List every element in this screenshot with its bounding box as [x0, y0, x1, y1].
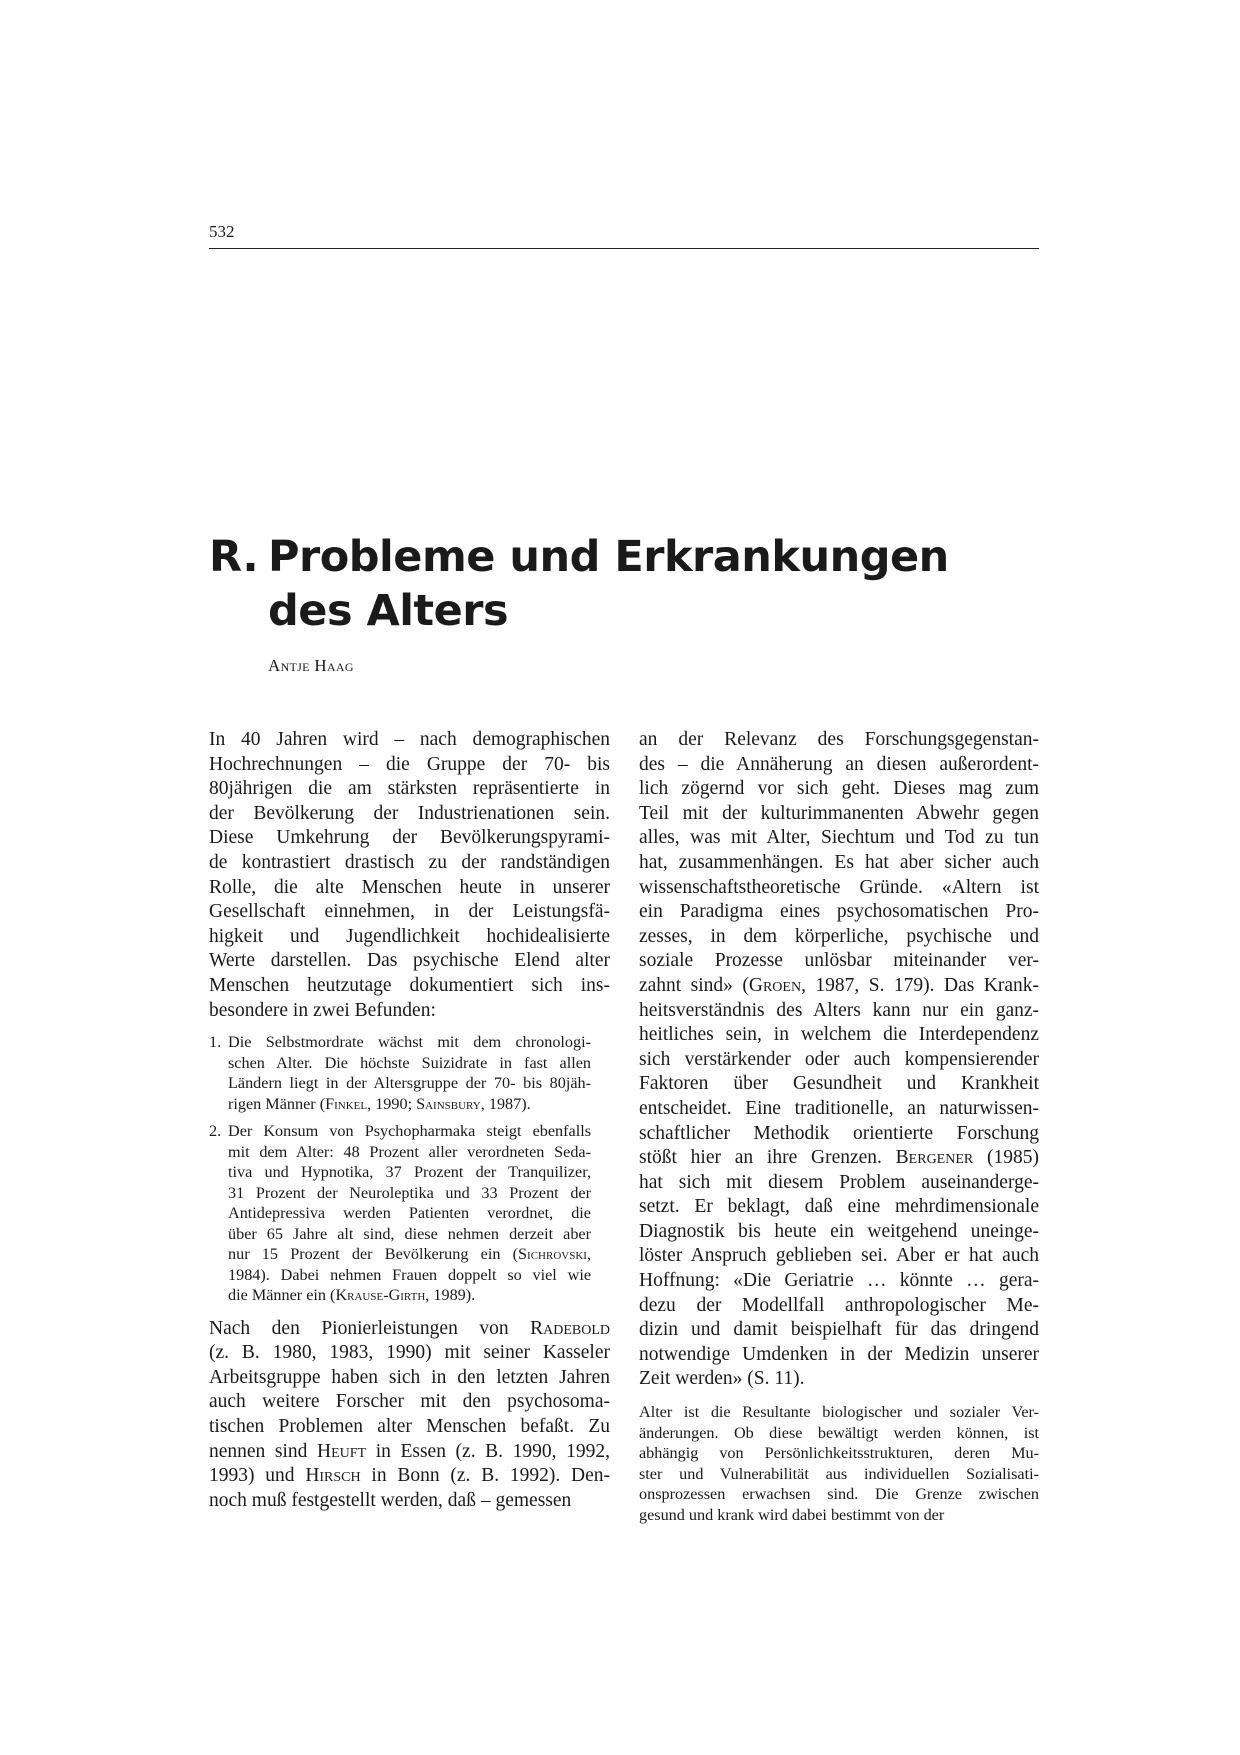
body-line: 1993) und Hirsch in Bonn (z. B. 1992). Den-	[209, 1465, 610, 1487]
body-line: Rolle, die alte Menschen heute in unserer	[209, 876, 610, 898]
finding-line: rigen Männer (Finkel, 1990; Sainsbury, 1987).	[228, 1094, 531, 1113]
body-line: In 40 Jahren wird – nach demographischen	[209, 729, 610, 750]
finding-line: 1984). Dabei nehmen Frauen doppelt so viel wie	[228, 1265, 591, 1284]
body-line: schaftlicher Methodik orientierte Forschung	[639, 1122, 1039, 1144]
body-line: stößt hier an ihre Grenzen. Bergener (1985)	[639, 1147, 1039, 1169]
chapter-author: Antje Haag	[268, 656, 354, 675]
body-line: de kontrastiert drastisch zu der randständigen	[209, 851, 610, 873]
finding-line: 31 Prozent der Neuroleptika und 33 Prozent der	[228, 1183, 591, 1202]
body-line: Diagnostik bis heute ein weitgehend uneinge-	[639, 1220, 1039, 1242]
body-line: des – die Annäherung an diesen außerordent-	[639, 753, 1039, 775]
body-line: zesses, in dem körperliche, psychische und	[639, 925, 1039, 947]
intro-paragraph	[209, 728, 610, 1023]
finding-line: Antidepressiva werden Patienten verordnet, die	[228, 1204, 591, 1223]
body-line: löster Anspruch geblieben sei. Aber er hat auch	[639, 1245, 1039, 1267]
finding-line: Der Konsum von Psychopharmaka steigt ebenfalls	[228, 1122, 591, 1141]
body-line: Gesellschaft einnehmen, in der Leistungsfä-	[209, 901, 610, 923]
body-line: ein Paradigma eines psychosomatischen Pro-	[639, 901, 1039, 923]
body-line: dezu der Modellfall anthropologischer Me-	[639, 1294, 1039, 1316]
body-line: Hoffnung: «Die Geriatrie … könnte … gera-	[639, 1270, 1039, 1292]
left-column	[209, 728, 610, 1513]
body-line: der Bevölkerung der Industrienationen sein.	[209, 802, 610, 824]
body-line: entscheidet. Eine traditionelle, an naturwissen-	[639, 1097, 1039, 1119]
body-line: 80jährigen die am stärksten repräsentierte in	[209, 778, 610, 800]
chapter-title-line-1: Probleme und Erkrankungen	[268, 532, 949, 582]
continuation-paragraph	[209, 1317, 610, 1514]
body-line: auch weitere Forscher mit den psychosoma-	[209, 1391, 610, 1413]
body-line: heitliches sein, in welchem die Interdependenz	[639, 1024, 1039, 1046]
finding-line: nur 15 Prozent der Bevölkerung ein (Sichrovski,	[228, 1245, 591, 1264]
body-line: hat sich mit diesem Problem auseinanderge-	[639, 1171, 1039, 1193]
body-line: sich verstärkender oder auch kompensierender	[639, 1048, 1039, 1070]
body-line: notwendige Umdenken in der Medizin unserer	[639, 1343, 1039, 1365]
body-line: lich zögernd vor sich geht. Dieses mag zum	[639, 778, 1039, 800]
body-line: zahnt sind» (Groen, 1987, S. 179). Das Krank-	[639, 974, 1039, 996]
small-line: onsprozessen erwachsen sind. Die Grenze zwischen	[639, 1485, 1039, 1504]
small-line: Alter ist die Resultante biologischer und sozialer Ver-	[639, 1403, 1039, 1422]
small-line: gesund und krank wird dabei bestimmt von der	[639, 1505, 945, 1524]
body-line: Menschen heutzutage dokumentiert sich ins-	[209, 974, 610, 996]
finding-line: mit dem Alter: 48 Prozent aller verordneten Seda-	[228, 1142, 591, 1161]
body-line: nennen sind Heuft in Essen (z. B. 1990, 1992,	[209, 1440, 610, 1462]
body-line: Hochrechnungen – die Gruppe der 70- bis	[209, 753, 610, 775]
finding-item	[209, 1032, 610, 1114]
chapter-letter: R.	[209, 532, 259, 582]
body-line: Teil mit der kulturimmanenten Abwehr gegen	[639, 802, 1039, 824]
body-line: Diese Umkehrung der Bevölkerungspyrami-	[209, 827, 610, 849]
small-line: änderungen. Ob diese bewältigt werden können, ist	[639, 1423, 1039, 1442]
finding-line: die Männer ein (Krause-Girth, 1989).	[228, 1286, 476, 1305]
finding-line: über 65 Jahre alt sind, diese nehmen derzeit aber	[228, 1224, 591, 1243]
body-line: soziale Prozesse unlösbar miteinander ver-	[639, 950, 1039, 972]
body-line: Nach den Pionierleistungen von Radebold	[209, 1317, 610, 1339]
body-line: Faktoren über Gesundheit und Krankheit	[639, 1073, 1039, 1095]
right-column	[639, 728, 1039, 1525]
finding-line: schen Alter. Die höchste Suizidrate in fast allen	[228, 1053, 591, 1072]
body-line: Zeit werden» (S. 11).	[639, 1368, 805, 1390]
body-line: besondere in zwei Befunden:	[209, 999, 436, 1021]
right-body-paragraph	[639, 728, 1039, 1392]
finding-item	[209, 1121, 610, 1306]
small-line: ster und Vulnerabilität aus individuellen Sozialisati-	[639, 1464, 1039, 1483]
chapter-title-line-2: des Alters	[268, 586, 509, 636]
chapter-title-row-1	[209, 530, 1039, 584]
findings-list	[209, 1032, 610, 1306]
finding-line: tiva und Hypnotika, 37 Prozent der Tranquilizer,	[228, 1163, 591, 1182]
body-line: setzt. Er beklagt, daß eine mehrdimensionale	[639, 1196, 1039, 1218]
body-line: hat, zusammenhängen. Es hat aber sicher auch	[639, 851, 1039, 873]
finding-number: 2.	[209, 1122, 222, 1141]
body-line: higkeit und Jugendlichkeit hochidealisierte	[209, 925, 610, 947]
body-line: Werte darstellen. Das psychische Elend alter	[209, 950, 610, 972]
chapter-title	[209, 530, 1039, 638]
body-line: Arbeitsgruppe haben sich in den letzten Jahren	[209, 1366, 610, 1388]
body-line: an der Relevanz des Forschungsgegenstan-	[639, 729, 1039, 750]
finding-line: Die Selbstmordrate wächst mit dem chronologi-	[228, 1033, 591, 1052]
finding-text	[228, 1121, 591, 1306]
finding-line: Ländern liegt in der Altersgruppe der 70- bis 80jäh-	[228, 1074, 591, 1093]
body-line: dizin und damit beispielhaft für das dringend	[639, 1319, 1039, 1341]
finding-number: 1.	[209, 1033, 222, 1052]
page-header	[209, 222, 1039, 249]
body-line: noch muß festgestellt werden, daß – gemessen	[209, 1489, 572, 1511]
body-line: alles, was mit Alter, Siechtum und Tod zu tun	[639, 827, 1039, 849]
body-line: wissenschaftstheoretische Gründe. «Altern ist	[639, 876, 1039, 898]
small-line: abhängig von Persönlichkeitsstrukturen, deren Mu-	[639, 1444, 1039, 1463]
page-number: 532	[209, 222, 235, 241]
body-line: heitsverständnis des Alters kann nur ein ganz-	[639, 999, 1039, 1021]
small-print-paragraph	[639, 1402, 1039, 1525]
body-line: (z. B. 1980, 1983, 1990) mit seiner Kasseler	[209, 1342, 610, 1364]
body-line: tischen Problemen alter Menschen befaßt. Zu	[209, 1416, 610, 1437]
finding-text	[228, 1032, 591, 1114]
